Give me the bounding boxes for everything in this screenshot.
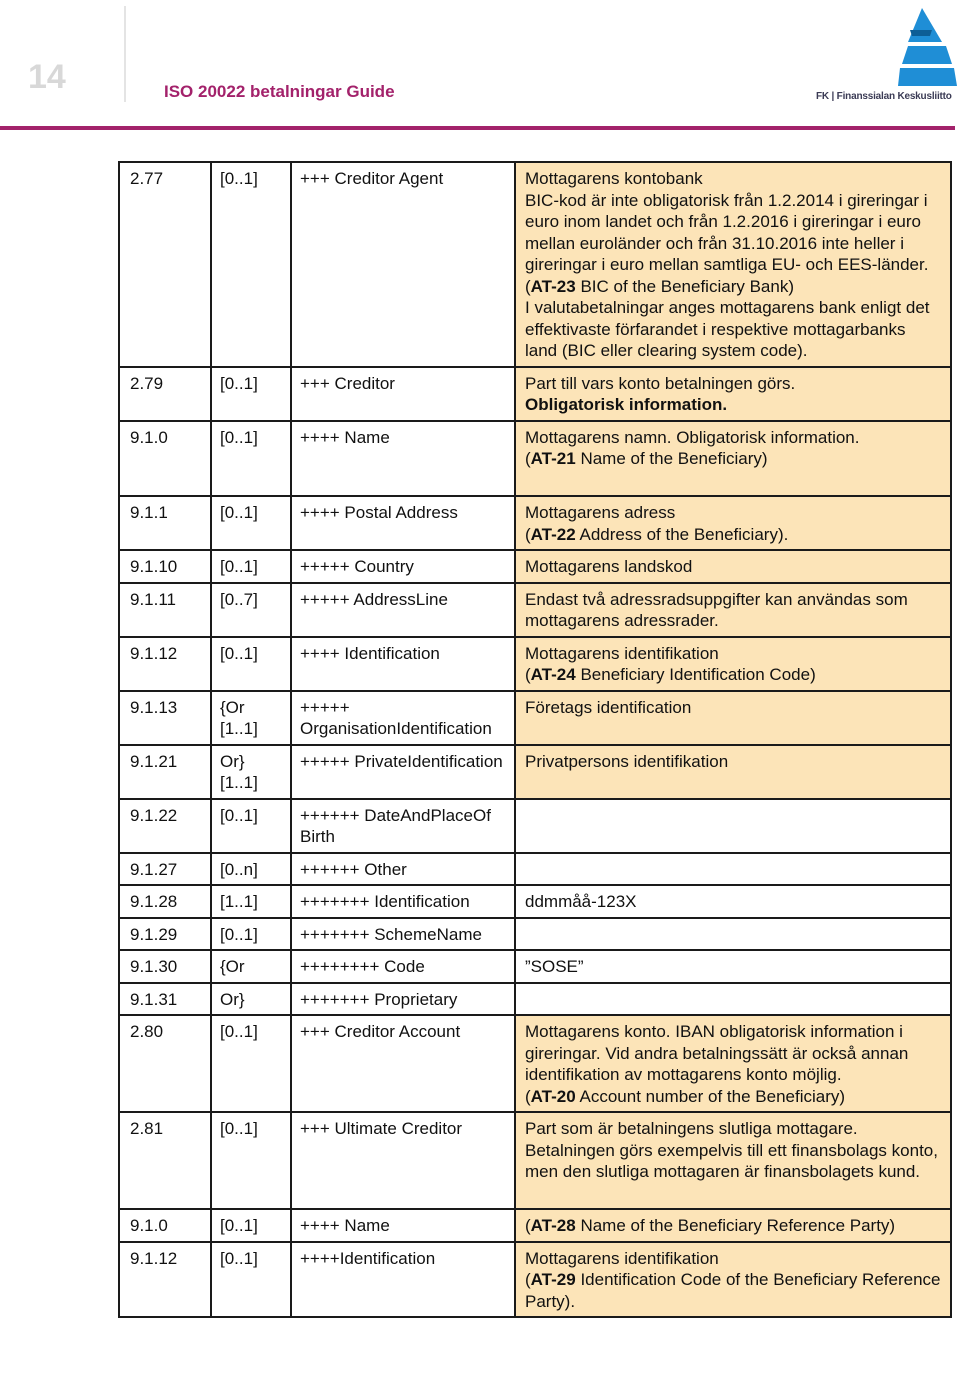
description-line: Mottagarens kontobank bbox=[525, 169, 703, 188]
row-multiplicity: [0..n] bbox=[211, 853, 291, 886]
row-index: 9.1.0 bbox=[119, 1209, 211, 1242]
row-multiplicity: [0..1] bbox=[211, 799, 291, 853]
table-row bbox=[119, 162, 951, 367]
row-description bbox=[515, 496, 951, 550]
row-element-name: ++++Identification bbox=[291, 1242, 515, 1318]
page-number: 14 bbox=[28, 58, 66, 96]
description-line bbox=[525, 924, 942, 946]
row-multiplicity: [0..7] bbox=[211, 583, 291, 637]
description-line: Företags identification bbox=[525, 697, 692, 717]
row-index: 9.1.30 bbox=[119, 950, 211, 983]
row-multiplicity: {Or bbox=[211, 950, 291, 983]
table-row bbox=[119, 550, 951, 583]
row-element-name: +++++ OrganisationIdentification bbox=[291, 691, 515, 745]
row-index: 9.1.29 bbox=[119, 918, 211, 951]
description-line: Obligatorisk information. bbox=[525, 395, 728, 414]
spec-table-body bbox=[119, 162, 951, 1317]
row-element-name: +++++++ Proprietary bbox=[291, 983, 515, 1016]
row-element-name: +++++ Country bbox=[291, 550, 515, 583]
description-line: Mottagarens namn. Obligatorisk information. bbox=[525, 427, 860, 447]
description-line: Part som är betalningens slutliga mottagare. Betalningen görs exempelvis till ett finansbolags konto, men den slutliga mottagaren är finansbolagets kund. bbox=[525, 1119, 938, 1181]
description-line: Mottagarens landskod bbox=[525, 557, 693, 576]
description-line: Mottagarens adress bbox=[525, 503, 676, 522]
table-row bbox=[119, 1015, 951, 1112]
logo-shape-mid bbox=[902, 46, 952, 64]
row-description bbox=[515, 162, 951, 367]
description-line: (AT-22 Address of the Beneficiary). bbox=[525, 524, 789, 544]
row-spacer bbox=[525, 1183, 942, 1205]
description-line: (AT-21 Name of the Beneficiary) bbox=[525, 449, 768, 468]
row-multiplicity: [0..1] bbox=[211, 367, 291, 421]
description-line: Mottagarens identifikation bbox=[525, 1248, 719, 1268]
row-spacer bbox=[525, 470, 942, 492]
row-multiplicity: [0..1] bbox=[211, 637, 291, 691]
description-line: (AT-29 Identification Code of the Beneficiary Reference Party). bbox=[525, 1270, 941, 1311]
row-description bbox=[515, 1015, 951, 1112]
row-description bbox=[515, 885, 951, 918]
row-description bbox=[515, 853, 951, 886]
table-row bbox=[119, 691, 951, 745]
description-line bbox=[525, 859, 942, 881]
row-element-name: +++++++ Identification bbox=[291, 885, 515, 918]
row-multiplicity: Or} [1..1] bbox=[211, 745, 291, 799]
logo-shape-bottom bbox=[898, 68, 957, 86]
row-multiplicity: [0..1] bbox=[211, 550, 291, 583]
description-line: Part till vars konto betalningen görs. bbox=[525, 373, 796, 393]
row-description bbox=[515, 745, 951, 799]
row-element-name: ++++++++ Code bbox=[291, 950, 515, 983]
guide-title: ISO 20022 betalningar Guide bbox=[164, 82, 395, 101]
table-row bbox=[119, 983, 951, 1016]
row-multiplicity: Or} bbox=[211, 983, 291, 1016]
table-row bbox=[119, 583, 951, 637]
row-index: 9.1.12 bbox=[119, 1242, 211, 1318]
description-line: Endast två adressradsuppgifter kan användas som mottagarens adressrader. bbox=[525, 589, 908, 630]
logo-shape-top bbox=[908, 8, 942, 42]
row-element-name: +++++ AddressLine bbox=[291, 583, 515, 637]
row-index: 9.1.31 bbox=[119, 983, 211, 1016]
row-multiplicity: [0..1] bbox=[211, 421, 291, 497]
row-index: 9.1.13 bbox=[119, 691, 211, 745]
description-line: BIC-kod är inte obligatorisk från 1.2.2014 i gireringar i euro inom landet och från 1.2.2016 i gireringar i euro mellan euroländer och från 31.10.2016 inte heller i gireringar i euro mellan samtliga EU- och EES-länder. bbox=[525, 190, 929, 274]
row-element-name: +++++ PrivateIdentification bbox=[291, 745, 515, 799]
row-index: 9.1.11 bbox=[119, 583, 211, 637]
row-multiplicity: [0..1] bbox=[211, 162, 291, 367]
row-element-name: ++++ Name bbox=[291, 1209, 515, 1242]
row-description bbox=[515, 550, 951, 583]
row-multiplicity: [0..1] bbox=[211, 496, 291, 550]
table-row bbox=[119, 1242, 951, 1318]
row-index: 9.1.12 bbox=[119, 637, 211, 691]
description-line: Mottagarens identifikation bbox=[525, 643, 719, 663]
row-description bbox=[515, 691, 951, 745]
row-description bbox=[515, 1112, 951, 1209]
table-row bbox=[119, 799, 951, 853]
row-multiplicity: {Or [1..1] bbox=[211, 691, 291, 745]
row-index: 9.1.1 bbox=[119, 496, 211, 550]
row-index: 2.80 bbox=[119, 1015, 211, 1112]
row-element-name: +++ Creditor bbox=[291, 367, 515, 421]
description-line: (AT-23 BIC of the Beneficiary Bank) bbox=[525, 276, 794, 296]
row-multiplicity: [0..1] bbox=[211, 1112, 291, 1209]
row-element-name: ++++++ Other bbox=[291, 853, 515, 886]
table-row bbox=[119, 496, 951, 550]
description-line: ”SOSE” bbox=[525, 957, 584, 976]
row-index: 9.1.0 bbox=[119, 421, 211, 497]
description-line: I valutabetalningar anges mottagarens bank enligt det effektivaste förfarandet i respektive mottagarbanks land (BIC eller clearing system code). bbox=[525, 298, 930, 360]
row-description bbox=[515, 799, 951, 853]
header-divider bbox=[124, 6, 126, 102]
row-element-name: ++++ Postal Address bbox=[291, 496, 515, 550]
row-multiplicity: [0..1] bbox=[211, 918, 291, 951]
row-description bbox=[515, 950, 951, 983]
table-row bbox=[119, 367, 951, 421]
table-row bbox=[119, 421, 951, 497]
row-element-name: +++++++ SchemeName bbox=[291, 918, 515, 951]
row-element-name: +++ Creditor Account bbox=[291, 1015, 515, 1112]
table-row bbox=[119, 637, 951, 691]
description-line: (AT-20 Account number of the Beneficiary) bbox=[525, 1086, 846, 1106]
description-line: (AT-24 Beneficiary Identification Code) bbox=[525, 665, 816, 684]
row-description bbox=[515, 583, 951, 637]
row-element-name: +++ Ultimate Creditor bbox=[291, 1112, 515, 1209]
row-index: 9.1.28 bbox=[119, 885, 211, 918]
row-multiplicity: [0..1] bbox=[211, 1242, 291, 1318]
row-index: 9.1.21 bbox=[119, 745, 211, 799]
row-element-name: ++++ Name bbox=[291, 421, 515, 497]
row-description bbox=[515, 367, 951, 421]
row-element-name: ++++++ DateAndPlaceOf Birth bbox=[291, 799, 515, 853]
table-row bbox=[119, 853, 951, 886]
row-multiplicity: [0..1] bbox=[211, 1209, 291, 1242]
logo-text: FK | Finanssialan Keskusliitto bbox=[816, 91, 952, 102]
description-line: Privatpersons identifikation bbox=[525, 751, 729, 771]
row-multiplicity: [1..1] bbox=[211, 885, 291, 918]
row-index: 2.81 bbox=[119, 1112, 211, 1209]
header-rule bbox=[0, 126, 955, 130]
row-index: 9.1.22 bbox=[119, 799, 211, 853]
row-description bbox=[515, 983, 951, 1016]
row-description bbox=[515, 637, 951, 691]
description-line bbox=[525, 989, 942, 1011]
table-row bbox=[119, 1209, 951, 1242]
description-line: (AT-28 Name of the Beneficiary Reference Party) bbox=[525, 1216, 896, 1235]
row-description bbox=[515, 1209, 951, 1242]
row-index: 2.77 bbox=[119, 162, 211, 367]
row-description bbox=[515, 918, 951, 951]
description-line: ddmmåå-123X bbox=[525, 892, 637, 911]
table-row bbox=[119, 745, 951, 799]
logo-shape-accent bbox=[910, 30, 932, 36]
description-line: Mottagarens konto. IBAN obligatorisk information i gireringar. Vid andra betalningssätt är också annan identifikation av mottagarens konto möjlig. bbox=[525, 1022, 909, 1084]
row-element-name: ++++ Identification bbox=[291, 637, 515, 691]
table-row bbox=[119, 918, 951, 951]
table-row bbox=[119, 950, 951, 983]
row-index: 2.79 bbox=[119, 367, 211, 421]
table-row bbox=[119, 1112, 951, 1209]
row-element-name: +++ Creditor Agent bbox=[291, 162, 515, 367]
spec-table bbox=[118, 161, 952, 1318]
table-row bbox=[119, 885, 951, 918]
row-description bbox=[515, 421, 951, 497]
row-index: 9.1.10 bbox=[119, 550, 211, 583]
row-index: 9.1.27 bbox=[119, 853, 211, 886]
description-line bbox=[525, 805, 942, 827]
row-description bbox=[515, 1242, 951, 1318]
row-multiplicity: [0..1] bbox=[211, 1015, 291, 1112]
